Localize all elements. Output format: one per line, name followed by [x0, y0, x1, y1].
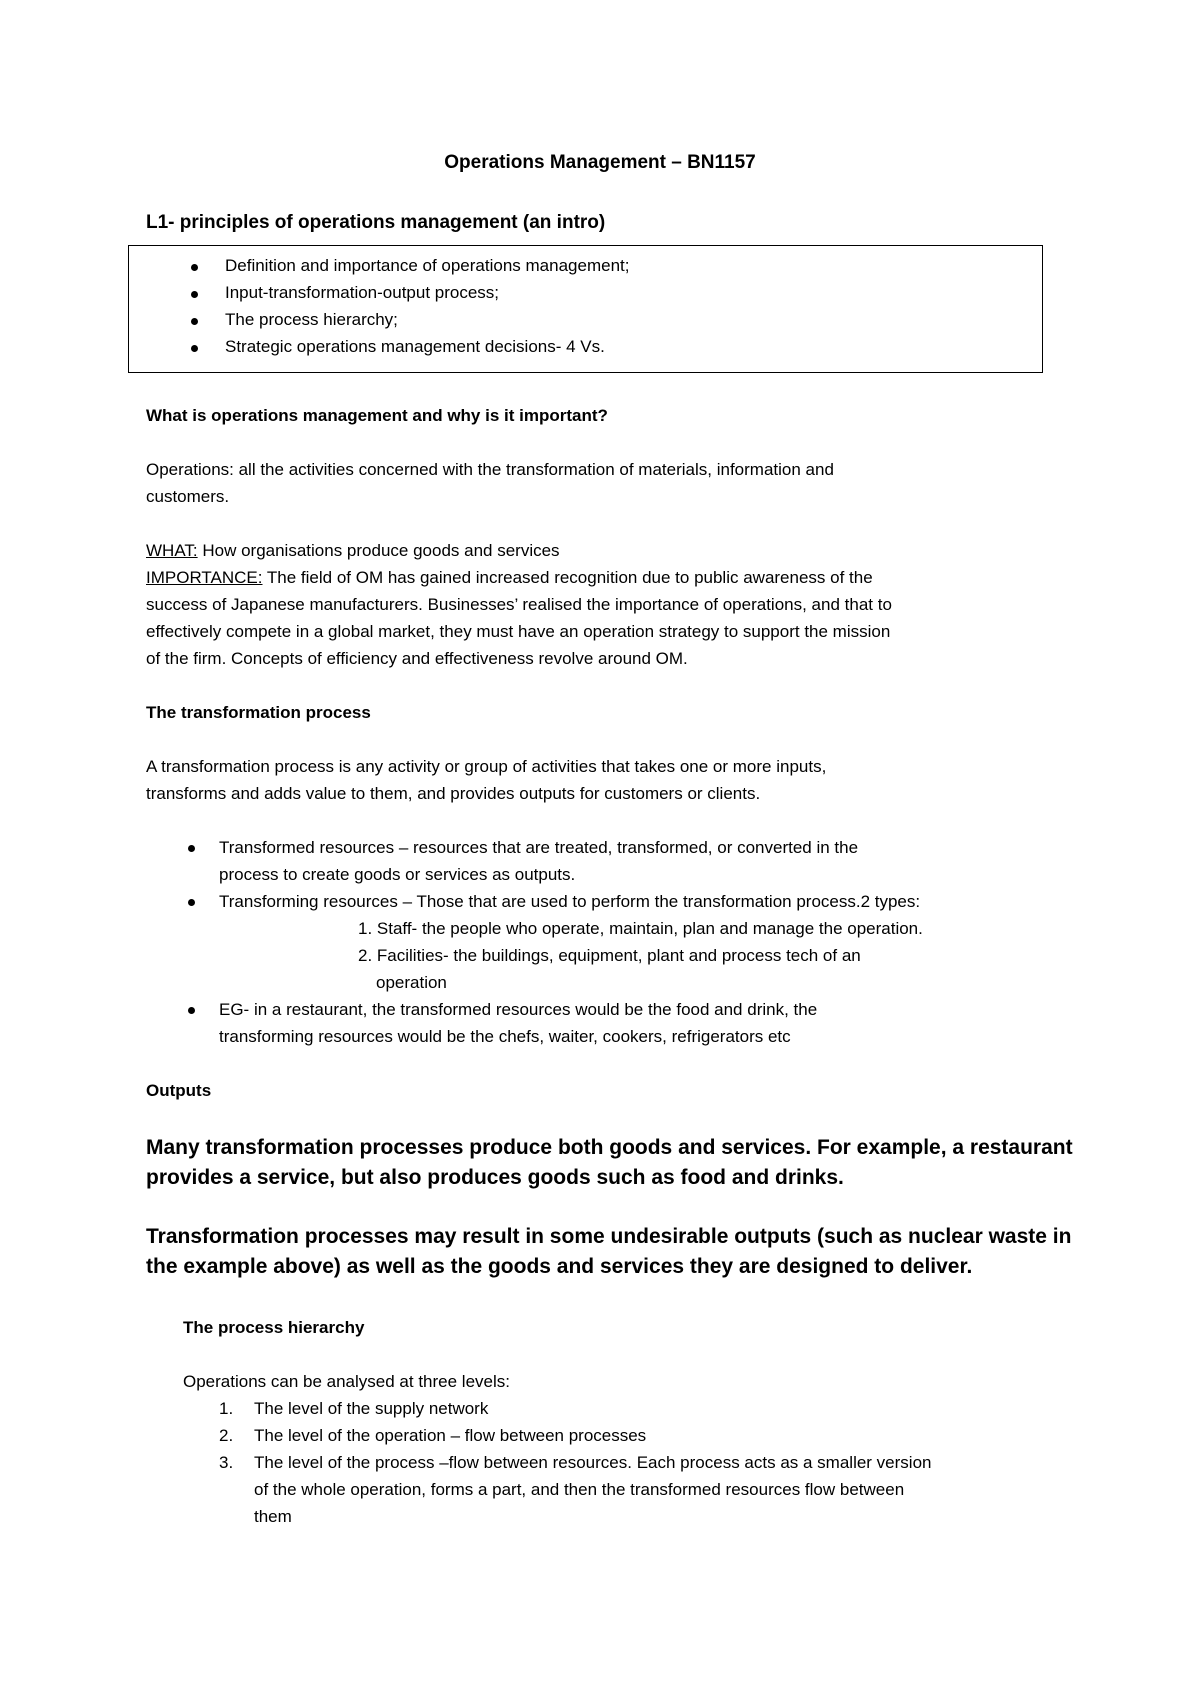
list-item-line: The level of the supply network — [254, 1399, 489, 1418]
section-heading: The process hierarchy — [183, 1318, 365, 1337]
importance-label: IMPORTANCE: — [146, 568, 263, 587]
emphasis-line: provides a service, but also produces goods such as food and drinks. — [146, 1166, 844, 1189]
paragraph-line: customers. — [146, 487, 230, 506]
importance-line — [146, 564, 873, 591]
bullet-icon — [188, 1007, 195, 1014]
paragraph-line: Operations can be analysed at three levels: — [183, 1372, 510, 1391]
list-item-line: process to create goods or services as outputs. — [219, 865, 576, 884]
intro-item: Strategic operations management decisions- 4 Vs. — [225, 337, 605, 356]
paragraph-line: Operations: all the activities concerned with the transformation of materials, information and — [146, 460, 834, 479]
intro-item: Definition and importance of operations management; — [225, 256, 630, 275]
list-item-line: them — [254, 1507, 292, 1526]
bullet-icon — [191, 291, 198, 298]
doc-title: Operations Management – BN1157 — [444, 152, 756, 173]
importance-text: The field of OM has gained increased recognition due to public awareness of the — [262, 568, 873, 587]
emphasis-line: Transformation processes may result in some undesirable outputs (such as nuclear waste in — [146, 1225, 1072, 1248]
intro-item: Input-transformation-output process; — [225, 283, 500, 302]
bullet-icon — [188, 845, 195, 852]
what-line — [146, 537, 560, 564]
lecture-heading: L1- principles of operations management (an intro) — [146, 212, 606, 233]
section-heading: What is operations management and why is it important? — [146, 406, 608, 425]
list-item-line: The level of the process –flow between resources. Each process acts as a smaller version — [254, 1453, 932, 1472]
emphasis-line: Many transformation processes produce both goods and services. For example, a restaurant — [146, 1136, 1073, 1159]
what-text: How organisations produce goods and services — [197, 541, 560, 560]
bullet-icon — [191, 345, 198, 352]
list-number: 2. — [219, 1426, 234, 1445]
sub-item-line: 2. Facilities- the buildings, equipment, plant and process tech of an — [358, 946, 861, 965]
intro-item: The process hierarchy; — [225, 310, 398, 329]
paragraph-line: A transformation process is any activity or group of activities that takes one or more inputs, — [146, 757, 827, 776]
list-item-line: transforming resources would be the chefs, waiter, cookers, refrigerators etc — [219, 1027, 791, 1046]
list-item-line: The level of the operation – flow between processes — [254, 1426, 647, 1445]
paragraph-line: of the firm. Concepts of efficiency and effectiveness revolve around OM. — [146, 649, 688, 668]
bullet-icon — [191, 318, 198, 325]
list-number: 3. — [219, 1453, 234, 1472]
paragraph-line: effectively compete in a global market, they must have an operation strategy to support the mission — [146, 622, 891, 641]
list-item-line: EG- in a restaurant, the transformed resources would be the food and drink, the — [219, 1000, 818, 1019]
list-item-line: Transformed resources – resources that are treated, transformed, or converted in the — [219, 838, 859, 857]
list-item-line: of the whole operation, forms a part, and then the transformed resources flow between — [254, 1480, 905, 1499]
emphasis-line: the example above) as well as the goods and services they are designed to deliver. — [146, 1255, 973, 1278]
list-item-line: Transforming resources – Those that are used to perform the transformation process.2 types: — [219, 892, 921, 911]
paragraph-line: transforms and adds value to them, and provides outputs for customers or clients. — [146, 784, 761, 803]
what-label: WHAT: — [146, 541, 198, 560]
sub-item-line: operation — [376, 973, 447, 992]
section-heading: Outputs — [146, 1081, 212, 1100]
bullet-icon — [188, 899, 195, 906]
intro-box — [128, 245, 1043, 373]
section-heading: The transformation process — [146, 703, 371, 722]
bullet-icon — [191, 264, 198, 271]
paragraph-line: success of Japanese manufacturers. Businesses’ realised the importance of operations, and that to — [146, 595, 892, 614]
list-number: 1. — [219, 1399, 234, 1418]
sub-item-line: 1. Staff- the people who operate, maintain, plan and manage the operation. — [358, 919, 923, 938]
